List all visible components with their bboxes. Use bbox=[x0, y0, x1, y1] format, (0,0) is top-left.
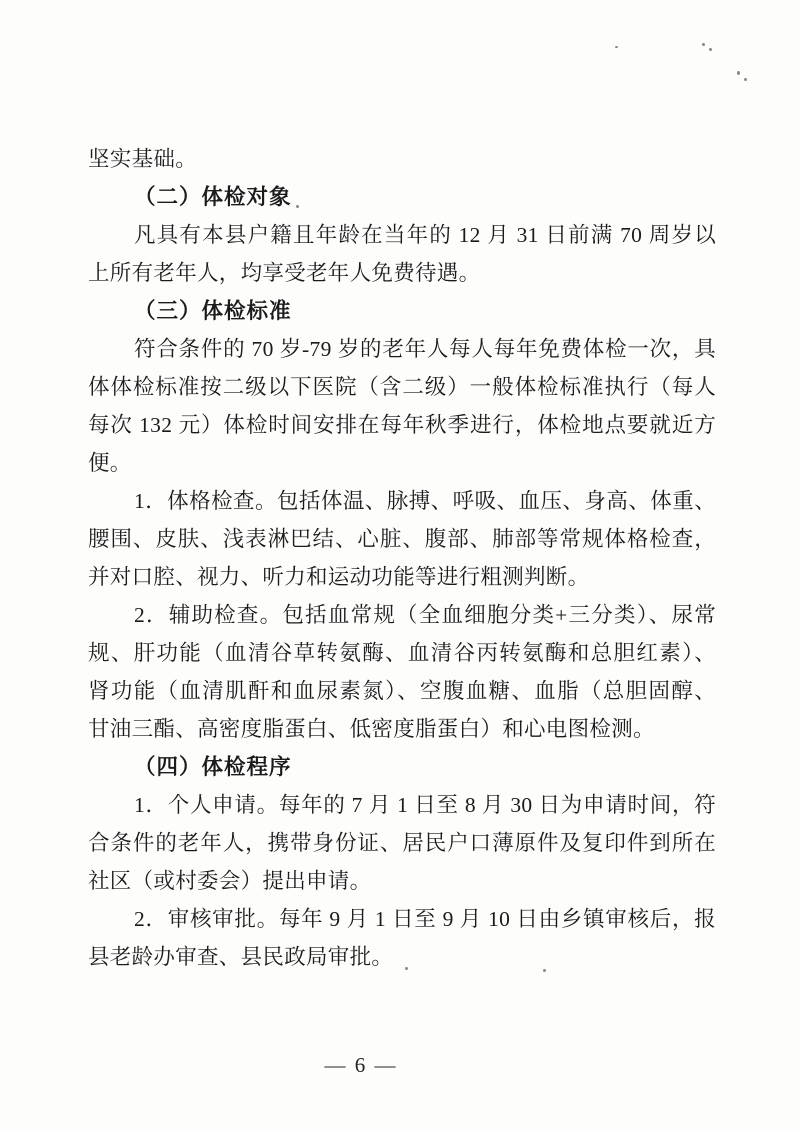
body-text-line: 规、肝功能（血清谷草转氨酶、血清谷丙转氨酶和总胆红素）、 bbox=[88, 641, 716, 665]
scan-speck bbox=[737, 71, 740, 75]
body-text-line: 甘油三酯、高密度脂蛋白、低密度脂蛋白）和心电图检测。 bbox=[88, 717, 655, 741]
scan-speck bbox=[615, 46, 618, 48]
body-text-line: 社区（或村委会）提出申请。 bbox=[88, 869, 372, 893]
body-text-line: 2．审核审批。每年 9 月 1 日至 9 月 10 日由乡镇审核后，报 bbox=[134, 907, 716, 931]
body-text-line: 并对口腔、视力、听力和运动功能等进行粗测判断。 bbox=[88, 565, 590, 589]
scan-speck bbox=[543, 969, 546, 972]
body-text-line: 合条件的老年人，携带身份证、居民户口薄原件及复印件到所在 bbox=[88, 831, 716, 855]
body-text-line: 县老龄办审查、县民政局审批。 bbox=[88, 945, 394, 969]
body-text-line: 凡具有本县户籍且年龄在当年的 12 月 31 日前满 70 周岁以 bbox=[134, 223, 716, 247]
body-text-line: 2．辅助检查。包括血常规（全血细胞分类+三分类）、尿常 bbox=[134, 603, 716, 627]
body-text-line: 肾功能（血清肌酐和血尿素氮）、空腹血糖、血脂（总胆固醇、 bbox=[88, 679, 716, 703]
body-text-line: 符合条件的 70 岁-79 岁的老年人每人每年免费体检一次，具 bbox=[134, 337, 716, 361]
body-text-line: 便。 bbox=[88, 451, 132, 475]
section-heading: （三）体检标准 bbox=[134, 299, 292, 323]
scan-speck bbox=[296, 205, 299, 208]
section-heading: （二）体检对象 bbox=[134, 185, 292, 209]
body-text-line: 上所有老年人，均享受老年人免费待遇。 bbox=[88, 261, 481, 285]
body-text-line: 1．体格检查。包括体温、脉搏、呼吸、血压、身高、体重、 bbox=[134, 489, 716, 513]
scan-speck bbox=[405, 967, 408, 970]
page-number: — 6 — bbox=[324, 1053, 398, 1077]
scan-speck bbox=[744, 78, 747, 81]
section-heading: （四）体检程序 bbox=[134, 755, 292, 779]
body-text-line: 每次 132 元）体检时间安排在每年秋季进行，体检地点要就近方 bbox=[88, 413, 716, 437]
document-body bbox=[88, 140, 716, 976]
body-text-line: 坚实基础。 bbox=[88, 147, 198, 171]
body-text-line: 1．个人申请。每年的 7 月 1 日至 8 月 30 日为申请时间，符 bbox=[134, 793, 716, 817]
scan-speck bbox=[709, 48, 712, 51]
scan-speck bbox=[702, 43, 705, 46]
body-text-line: 腰围、皮肤、浅表淋巴结、心脏、腹部、肺部等常规体格检查， bbox=[88, 527, 716, 551]
body-text-line: 体体检标准按二级以下医院（含二级）一般体检标准执行（每人 bbox=[88, 375, 716, 399]
